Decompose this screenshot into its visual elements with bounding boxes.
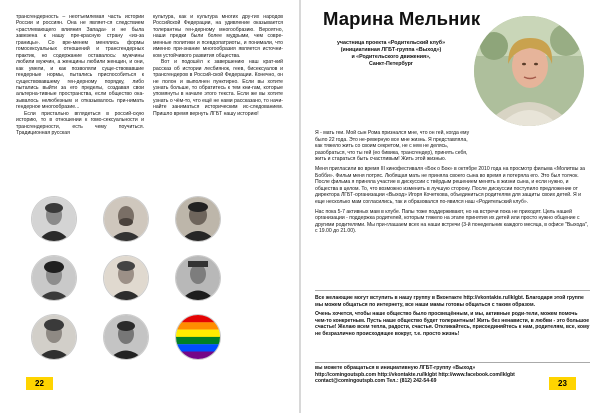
call-to-action <box>315 295 590 341</box>
portrait-photo <box>32 315 76 359</box>
paragraph: Если пристально вглядеться в россий-скую историю, то в отношении к гомо-сексуальности и трансгендерности, есть чему поучиться. Традиционная русская <box>16 110 144 137</box>
paragraph: Я - мать геи. Мой сын Рома признался мне, что он гей, когда ему было 22 года. Это не-реверную все мне жизнь. Я представляла, как тяжело жить со своим секретом, не с кем не делясь, разобраться, что ты гей (ео бивика, трансгендер), принять себя, жить и стараться быть счастливым! Жить этой жизнью. <box>315 130 470 163</box>
portrait-photo <box>32 256 76 300</box>
article-title: Марина Мельник <box>323 8 481 29</box>
rainbow-flag-circle <box>176 315 220 359</box>
portrait-photo <box>104 315 148 359</box>
divider <box>315 290 590 291</box>
page-number: 22 <box>26 377 53 390</box>
divider <box>315 362 590 363</box>
contact-line: вы можете обращаться в инициативную ЛГБТ-группу «Выход» <box>315 365 476 371</box>
paragraph: Все желающие могут вступить в нашу группу в Вконтакте http://vkontakte.ru/lklgbt. Благодаря этой группе мы можем общаться по интернету, все наши мамы готовы общаться с таким образом. <box>315 295 584 308</box>
portrait-photo <box>32 197 76 241</box>
author-portrait-photo <box>474 16 584 126</box>
paragraph: Меня пригласили во время III кинофестиваля «Бок о Бок» в октябре 2010 года на просмотр фильма «Молитвы за Бобби». Фильм меня потряс. Любящая мать не приняла своего сына во время и потеряла его. Это был толчок. После фильма я приняла участие в дискуссии с твёрдым решением менять в жизни сына, и если нужно, и общества в целом. То, что возможно изменить в лучшую сторону. После дискуссии поступило предложение от директора ЛГБТ-организации «Выход» Игоря Кочеткова, объединиться родителям для защиты своих детей. Я и еще несколько мам согласились, так и образовался по-явился наш «Родительский клуб». <box>315 165 585 205</box>
portrait-photo <box>104 256 148 300</box>
page-right <box>301 0 600 413</box>
subtitle-line: Санкт-Петербург <box>368 61 414 67</box>
paragraph: Нас пока 5-7 активных мам в клубе. Папы тоже поддерживают, но на встречи пока не приходят. Цель нашей организации - поддержка родителей, которым тяжело на этапе принятия их детей или просто нужно общение с другими родителями. Мы при-глашаем всех на наши встречи (3-й понедельник каждого месяца, в офисе "Выхода", с 19.00 до 21.00). <box>315 208 589 235</box>
author-affiliation <box>307 40 475 68</box>
subtitle-line: (инициативная ЛГБТ-группа «Выход») <box>340 47 442 53</box>
text-column-2 <box>153 14 283 117</box>
portrait-photo <box>104 197 148 241</box>
portrait-photo <box>176 256 220 300</box>
contact-email-phone[interactable]: contact@comingoutspb.com Тел.: (812) 242-54-69 <box>315 378 437 385</box>
contact-links[interactable]: http://comingoutspb.com http://vkontakte.ru/lklgbt http://www.facebook.com/lklgbt <box>315 371 515 378</box>
text-column-1 <box>16 14 144 137</box>
page-number: 23 <box>549 377 576 390</box>
page-left <box>0 0 299 413</box>
article-body <box>315 130 590 238</box>
subtitle-line: участница проекта «Родительский клуб» <box>336 40 446 46</box>
portrait-photo <box>176 197 220 241</box>
paragraph: трансгендерность – неотъемлемая часть истории России и россиян. Она не являет-ся следствием «растлевающего влияния Запада» и не была завезена к нашу пре-красную страну «из-за границы». Со вре-менем менялись формы гомосексуальных отношений и трансгендерных практик, но содержание оставалось: мужчины любили мужчин, а женщины любили женщин, и они, как умели, и как позволяли суще-ствовавшие гендерные нормы, пытались приспособиться к существовавшему ген-дерному порядку, либо пытались выйти за его пределы, создавая свои альтерна-тивные пространства, если общество ока-зывалось нелюбезным и отказывалось при-нимать гендерное многообразие... <box>16 14 144 111</box>
subtitle-line: и «Родительского движения», <box>351 54 431 60</box>
paragraph: культура, как и культура многих дру-гих народов Российской Федерации, на удивление оказывается толерантны ген-дерному многообразию. Вероятно, наши предки были более мудрыми, чем совре-менные политики и псевдопатриоты, и понимали, что именно при-знание многообразия является источни-ком устойчивого развития общества. <box>153 14 283 59</box>
paragraph: Вот и подошёл к завершению наш крат-кий рассказ об истории лесбиянок, геев, бисексуалов и трансгендеров в Россий-ской Федерации. Конечно, он не полон и выполнен пунктирно. Если вы хотите узнать больше, то обратитесь к тем кни-гам, которые упомянуты в начале этого текста. Если же вы хотите узнать о чём-то, что ещё не нами рассказано, то начи-найте заниматься историческим ис-следованием. Пришло время вернуть ЛГБТ нашу историю! <box>153 59 283 117</box>
historical-portraits-grid <box>20 197 290 367</box>
paragraph: Очень хочется, чтобы наше общество было просвещённым, и мы, активные роди-тели, можем помочь чем-то конкретным. Пусть наше общество будет толерантным! Жить без ненависти, в любви - это большое счастье! Желаю всем тепла, радости, счастья. Откликайтесь, присоединяйтесь к нам, родителям, все, кому не безразлично происходящее вокруг, т.е. просто жизнь! <box>315 311 590 337</box>
